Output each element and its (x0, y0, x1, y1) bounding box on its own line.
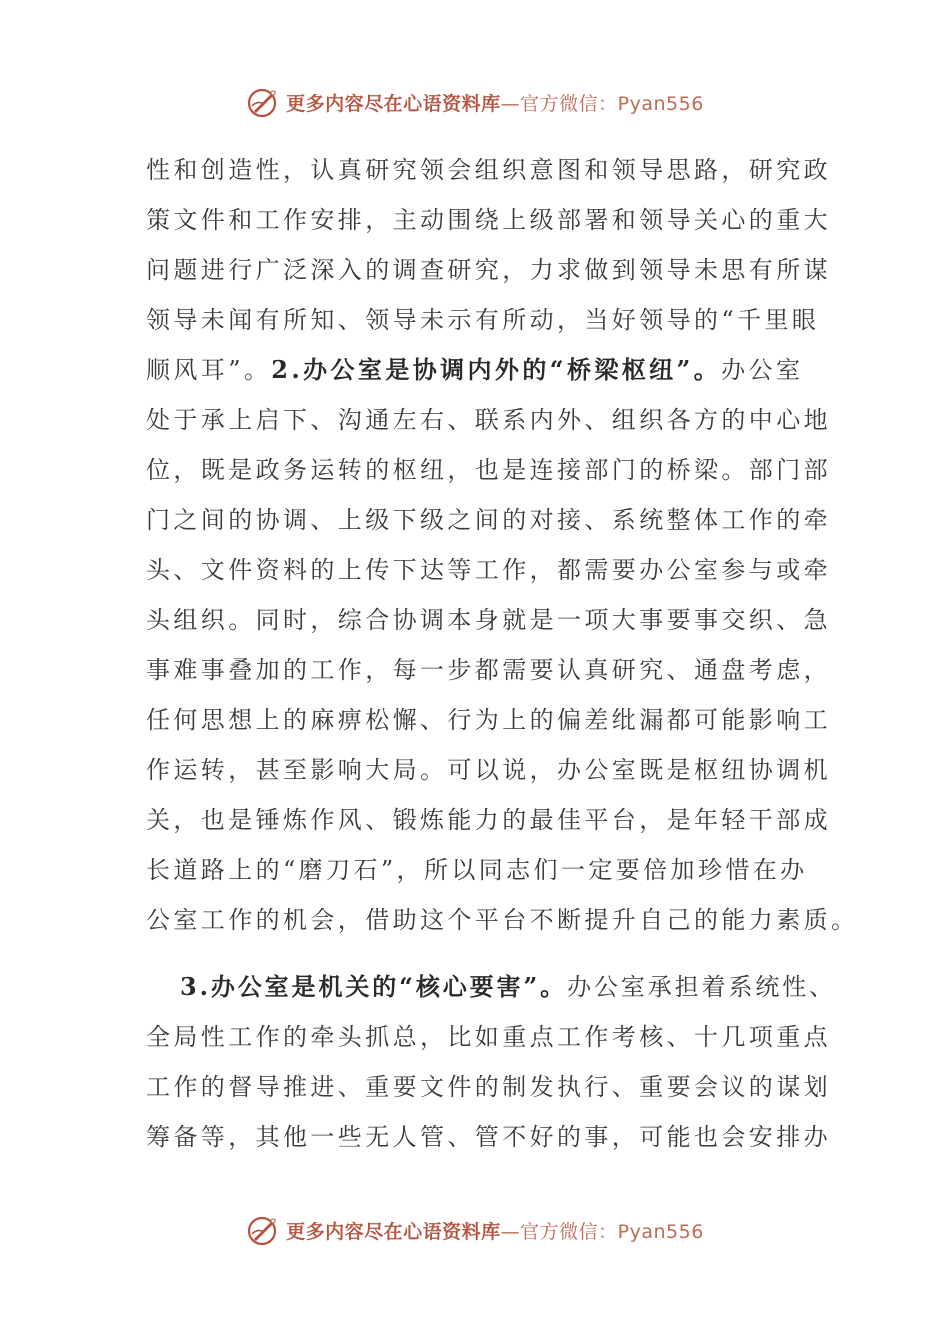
watermark-text (286, 89, 704, 116)
text-line: 领导未闻有所知、领导未示有所动，当好领导的“千里眼 (146, 306, 820, 334)
text-line: 公室工作的机会，借助这个平台不断提升自己的能力素质。 (146, 906, 859, 934)
text-line: 全局性工作的牵头抓总，比如重点工作考核、十几项重点 (146, 1023, 831, 1051)
section-heading-3: 3.办公室是机关的“核心要害”。 (180, 972, 568, 1001)
section-heading-2: 2.办公室是协调内外的“桥梁枢纽”。 (271, 355, 722, 384)
text-line: 筹备等，其他一些无人管、管不好的事，可能也会安排办 (146, 1123, 831, 1151)
watermark-tail: —官方微信：Pyan556 (500, 92, 704, 115)
text-line (146, 345, 836, 395)
text-line: 问题进行广泛深入的调查研究，力求做到领导未思有所谋 (146, 256, 831, 284)
text-line: 门之间的协调、上级下级之间的对接、系统整体工作的牵 (146, 506, 831, 534)
footer-watermark (0, 1208, 950, 1252)
text-line: 处于承上启下、沟通左右、联系内外、组织各方的中心地 (146, 406, 831, 434)
line-text: 办公室 (721, 356, 804, 384)
header-watermark (0, 80, 950, 124)
text-line: 事难事叠加的工作，每一步都需要认真研究、通盘考虑， (146, 656, 831, 684)
watermark-text (286, 1217, 704, 1244)
line-text: 办公室承担着系统性、 (567, 973, 837, 1001)
text-line: 性和创造性，认真研究领会组织意图和领导思路，研究政 (146, 156, 831, 184)
pen-logo-icon (246, 84, 282, 120)
text-line: 作运转，甚至影响大局。可以说，办公室既是枢纽协调机 (146, 756, 831, 784)
paragraph-1 (146, 145, 859, 945)
watermark-tail: —官方微信：Pyan556 (500, 1220, 704, 1243)
text-line: 头、文件资料的上传下达等工作，都需要办公室参与或牵 (146, 556, 831, 584)
document-body (146, 145, 859, 1162)
text-line: 头组织。同时，综合协调本身就是一项大事要事交织、急 (146, 606, 831, 634)
text-line: 任何思想上的麻痹松懈、行为上的偏差纰漏都可能影响工 (146, 706, 831, 734)
watermark-lead: 更多内容尽在心语资料库 (286, 1220, 501, 1243)
text-line: 策文件和工作安排，主动围绕上级部署和领导关心的重大 (146, 206, 831, 234)
text-line (146, 962, 836, 1012)
text-line: 位，既是政务运转的枢纽，也是连接部门的桥梁。部门部 (146, 456, 831, 484)
text-line: 关，也是锤炼作风、锻炼能力的最佳平台，是年轻干部成 (146, 806, 831, 834)
watermark-lead: 更多内容尽在心语资料库 (286, 92, 501, 115)
text-line: 工作的督导推进、重要文件的制发执行、重要会议的谋划 (146, 1073, 831, 1101)
line-text: 顺风耳”。 (146, 356, 272, 384)
pen-logo-icon (246, 1212, 282, 1248)
paragraph-2 (146, 962, 836, 1162)
text-line: 长道路上的“磨刀石”，所以同志们一定要倍加珍惜在办 (146, 856, 808, 884)
